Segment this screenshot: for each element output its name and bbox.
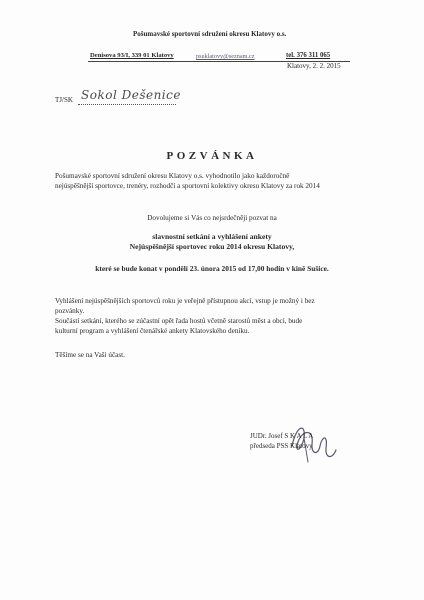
invite-line: Dovolujeme si Vás co nejsrdečněji pozvat na [147, 214, 277, 222]
handwritten-signature [284, 416, 344, 466]
signatory-role: předseda PSS Klatovy [250, 442, 313, 450]
event-when: které se bude konat v pondělí 23. února 2015 od 17,00 hodin v kině Sušice. [95, 264, 329, 273]
recipient-dotted-line [78, 104, 176, 105]
org-name: Pošumavské sportovní sdružení okresu Klatovy o.s. [133, 30, 287, 38]
recipient-handwritten-name: Sokol Dešenice [81, 88, 181, 102]
recipient-label: TJ/SK [55, 96, 73, 104]
place-date: Klatovy, 2. 2. 2015 [287, 62, 341, 70]
intro-line-2: nejúspěšnější sportovce, trenéry, rozhodčí a sportovní kolektivy okresu Klatovy za rok 2014 [55, 182, 320, 190]
event-line-1: slavnostní setkání a vyhlášení ankety [152, 232, 272, 241]
intro-line-1: Pošumavské sportovní sdružení okresu Klatovy o.s. vyhodnotilo jako každoročně [55, 172, 290, 180]
closing-line: Těšíme se na Vaši účast. [55, 351, 125, 359]
para2-line-2: pozvánky. [55, 307, 85, 315]
org-address: Denisova 93/I, 339 01 Klatovy [90, 52, 174, 59]
org-email: psuklatovy@seznam.cz [196, 53, 255, 60]
para3-line-2: kulturní program a vyhlášení čtenářské ankety Klatovského deníku. [55, 327, 250, 335]
event-line-2: Nejúspěšnější sportovec roku 2014 okresu Klatovy, [129, 242, 295, 251]
signatory-name: JUDr. Josef S K A L A [250, 432, 314, 440]
document-title: POZVÁNKA [166, 150, 258, 162]
para2-line-1: Vyhlášení nejúspěšnějších sportovců roku je veřejně přístupnou akcí, vstup je možný i bez [55, 297, 315, 305]
org-phone: tel. 376 311 065 [286, 52, 331, 59]
para3-line-1: Součástí setkání, kterého se zúčastní opět řada hostů včetně starostů měst a obcí, bude [55, 317, 303, 325]
